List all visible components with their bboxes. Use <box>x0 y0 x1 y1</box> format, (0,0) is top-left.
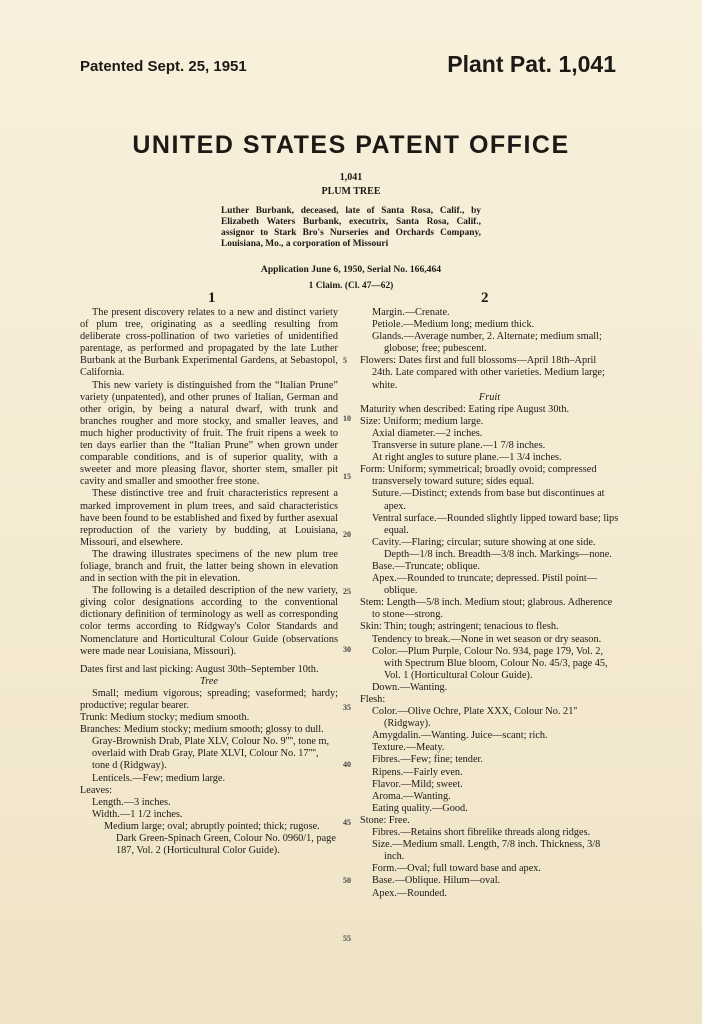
column-number-2: 2 <box>481 290 489 306</box>
line-number: 55 <box>343 934 351 943</box>
description-line: Size.—Medium small. Length, 7/8 inch. Thickness, 3/8 inch. <box>372 839 601 863</box>
description-line: Small; medium vigorous; spreading; vaseformed; hardy; productive; regular bearer. <box>80 687 338 711</box>
description-line: Glands.—Average number, 2. Alternate; medium small; globose; free; pubescent. <box>372 331 602 355</box>
line-number: 50 <box>343 876 351 885</box>
description-line: Fibres.—Few; fine; tender. <box>372 754 483 766</box>
description-line: Axial diameter.—2 inches. <box>372 427 483 439</box>
line-number: 45 <box>343 818 351 827</box>
description-line: Stone: Free. <box>360 814 410 826</box>
claim-line: 1 Claim. (Cl. 47—62) <box>308 281 394 291</box>
description-line: Flavor.—Mild; sweet. <box>372 778 463 790</box>
description-line: Form: Uniform; symmetrical; broadly ovoid; compressed transversely toward suture; sides equal. <box>360 464 597 488</box>
patent-number: 1,041 <box>339 172 363 183</box>
description-line: Tendency to break.—None in wet season or dry season. <box>372 633 602 645</box>
picking-dates: Dates first and last picking: August 30th–September 10th. <box>80 663 319 675</box>
description-line: Lenticels.—Few; medium large. <box>92 772 226 784</box>
description-line: Apex.—Rounded. <box>372 887 447 899</box>
description-line: Cavity.—Flaring; circular; suture showing at one side. Depth—1/8 inch. Breadth—3/8 inch. Markings—none. <box>372 536 612 560</box>
description-line: Stem: Length—5/8 inch. Medium stout; glabrous. Adherence to stone—strong. <box>360 597 613 621</box>
description-line: Color.—Plum Purple, Colour No. 934, page 179, Vol. 2, with Spectrum Blue bloom, Colour No. 45/3, page 45, Vol. 1 (Horticultural Colour Guide). <box>372 645 608 681</box>
description-line: Size: Uniform; medium large. <box>360 415 484 427</box>
description-line: Base.—Oblique. Hilum—oval. <box>372 875 501 887</box>
office-title: UNITED STATES PATENT OFFICE <box>132 131 570 159</box>
line-number: 30 <box>343 645 351 654</box>
description-line: Form.—Oval; full toward base and apex. <box>372 863 541 875</box>
line-number: 15 <box>343 472 351 481</box>
patented-date: Patented Sept. 25, 1951 <box>80 58 247 75</box>
column-left <box>80 307 338 857</box>
description-line: Skin: Thin; tough; astringent; tenacious to flesh. <box>360 621 559 633</box>
column-number-1: 1 <box>208 290 216 306</box>
description-line: Ripens.—Fairly even. <box>372 766 463 778</box>
patent-title: PLUM TREE <box>321 186 381 197</box>
paragraph: The present discovery relates to a new and distinct variety of plum tree, originating as a seedling resulting from deliberate cross-pollination of two varieties of unidentified parentage, as performed and propagated by the late Luther Burbank at the Burbank Experimental Gardens, at Sebastopol, California. <box>80 307 338 379</box>
description-line: Length.—3 inches. <box>92 796 171 808</box>
description-line: Amygdalin.—Wanting. Juice—scant; rich. <box>372 730 548 742</box>
description-line: Maturity when described: Eating ripe August 30th. <box>360 403 570 415</box>
description-line: Suture.—Distinct; extends from base but discontinues at apex. <box>372 488 605 512</box>
line-number: 10 <box>343 414 351 423</box>
description-line: Leaves: <box>80 784 113 796</box>
application-line: Application June 6, 1950, Serial No. 166,464 <box>260 264 442 275</box>
column-right <box>360 307 619 900</box>
paragraph: These distinctive tree and fruit characteristics represent a marked improvement in plum trees, and said characteristics have been found to be established and fixed by further asexual reproduction of the variety by budding, at Louisiana, Missouri, and elsewhere. <box>80 488 338 548</box>
description-line: Fruit <box>478 391 501 403</box>
description-line: Flowers: Dates first and full blossoms—April 18th–April 24th. Late compared with other varieties. Medium large; white. <box>360 355 605 391</box>
description-line: Margin.—Crenate. <box>372 307 450 318</box>
line-number: 35 <box>343 703 351 712</box>
plant-patent-number: Plant Pat. 1,041 <box>447 51 616 77</box>
paragraph: This new variety is distinguished from the “Italian Prune” variety (unpatented), and other prunes of Italian, German and other origin, by being a natural dwarf, with trunk and branches rougher and more stocky, and smaller leaves, and much higher productivity of fruit. The fruit ripens a week to ten days earlier than the “Italian Prune” when grown under comparable conditions, and is of superior quality, with a sweeter and more pleasing flavor, shorter stem, smaller pit cavity and smaller and smoother free stone. <box>80 379 338 488</box>
description-line: Fibres.—Retains short fibrelike threads along ridges. <box>372 827 591 839</box>
description-line: Width.—1 1/2 inches. <box>92 808 183 820</box>
description-line: Branches: Medium stocky; medium smooth; glossy to dull. Gray-Brownish Drab, Plate XLV, Colour No. 9'''', tone m, overlaid with Drab Gray, Plate XLVI, Colour No. 17'''', tone d (Ridgway). <box>80 724 330 772</box>
description-line: Transverse in suture plane.—1 7/8 inches. <box>372 440 546 452</box>
description-line: Eating quality.—Good. <box>372 802 468 814</box>
description-line: Flesh: <box>360 694 386 705</box>
description-line: Down.—Wanting. <box>372 681 448 693</box>
description-line: Aroma.—Wanting. <box>372 790 451 802</box>
inventor-block: Luther Burbank, deceased, late of Santa Rosa, Calif., by Elizabeth Waters Burbank, executrix, Santa Rosa, Calif., assignor to Stark Bro's Nurseries and Orchards Company, Louisiana, Mo., a corporation of Missouri <box>221 206 481 250</box>
line-number: 20 <box>343 530 351 539</box>
description-line: Apex.—Rounded to truncate; depressed. Pistil point—oblique. <box>372 573 598 597</box>
paragraph: The following is a detailed description of the new variety, giving color designations according to the conventional dictionary definition of terminology as well as corresponding color terms according to Ridgway's Color Standards and Nomenclature and Horticultural Colour Guide (observations were made near Louisiana, Missouri). <box>80 585 338 657</box>
description-line: Petiole.—Medium long; medium thick. <box>372 319 535 331</box>
paragraph: The drawing illustrates specimens of the new plum tree foliage, branch and fruit, the latter being shown in elevation and in section with the pit in elevation. <box>80 548 338 585</box>
description-line: Base.—Truncate; oblique. <box>372 560 481 572</box>
tree-heading: Tree <box>200 675 218 687</box>
description-line: At right angles to suture plane.—1 3/4 inches. <box>372 452 562 464</box>
description-line: Texture.—Meaty. <box>372 742 445 754</box>
line-number: 5 <box>343 356 347 365</box>
line-number: 40 <box>343 760 351 769</box>
description-line: Trunk: Medium stocky; medium smooth. <box>80 712 250 724</box>
description-line: Medium large; oval; abruptly pointed; thick; rugose. Dark Green-Spinach Green, Colour No. 0960/1, page 187, Vol. 2 (Horticultural Color Guide). <box>104 820 336 857</box>
description-line: Color.—Olive Ochre, Plate XXX, Colour No. 21'' (Ridgway). <box>372 706 578 730</box>
description-line: Ventral surface.—Rounded slightly lipped toward base; lips equal. <box>372 512 619 536</box>
line-number: 25 <box>343 587 351 596</box>
